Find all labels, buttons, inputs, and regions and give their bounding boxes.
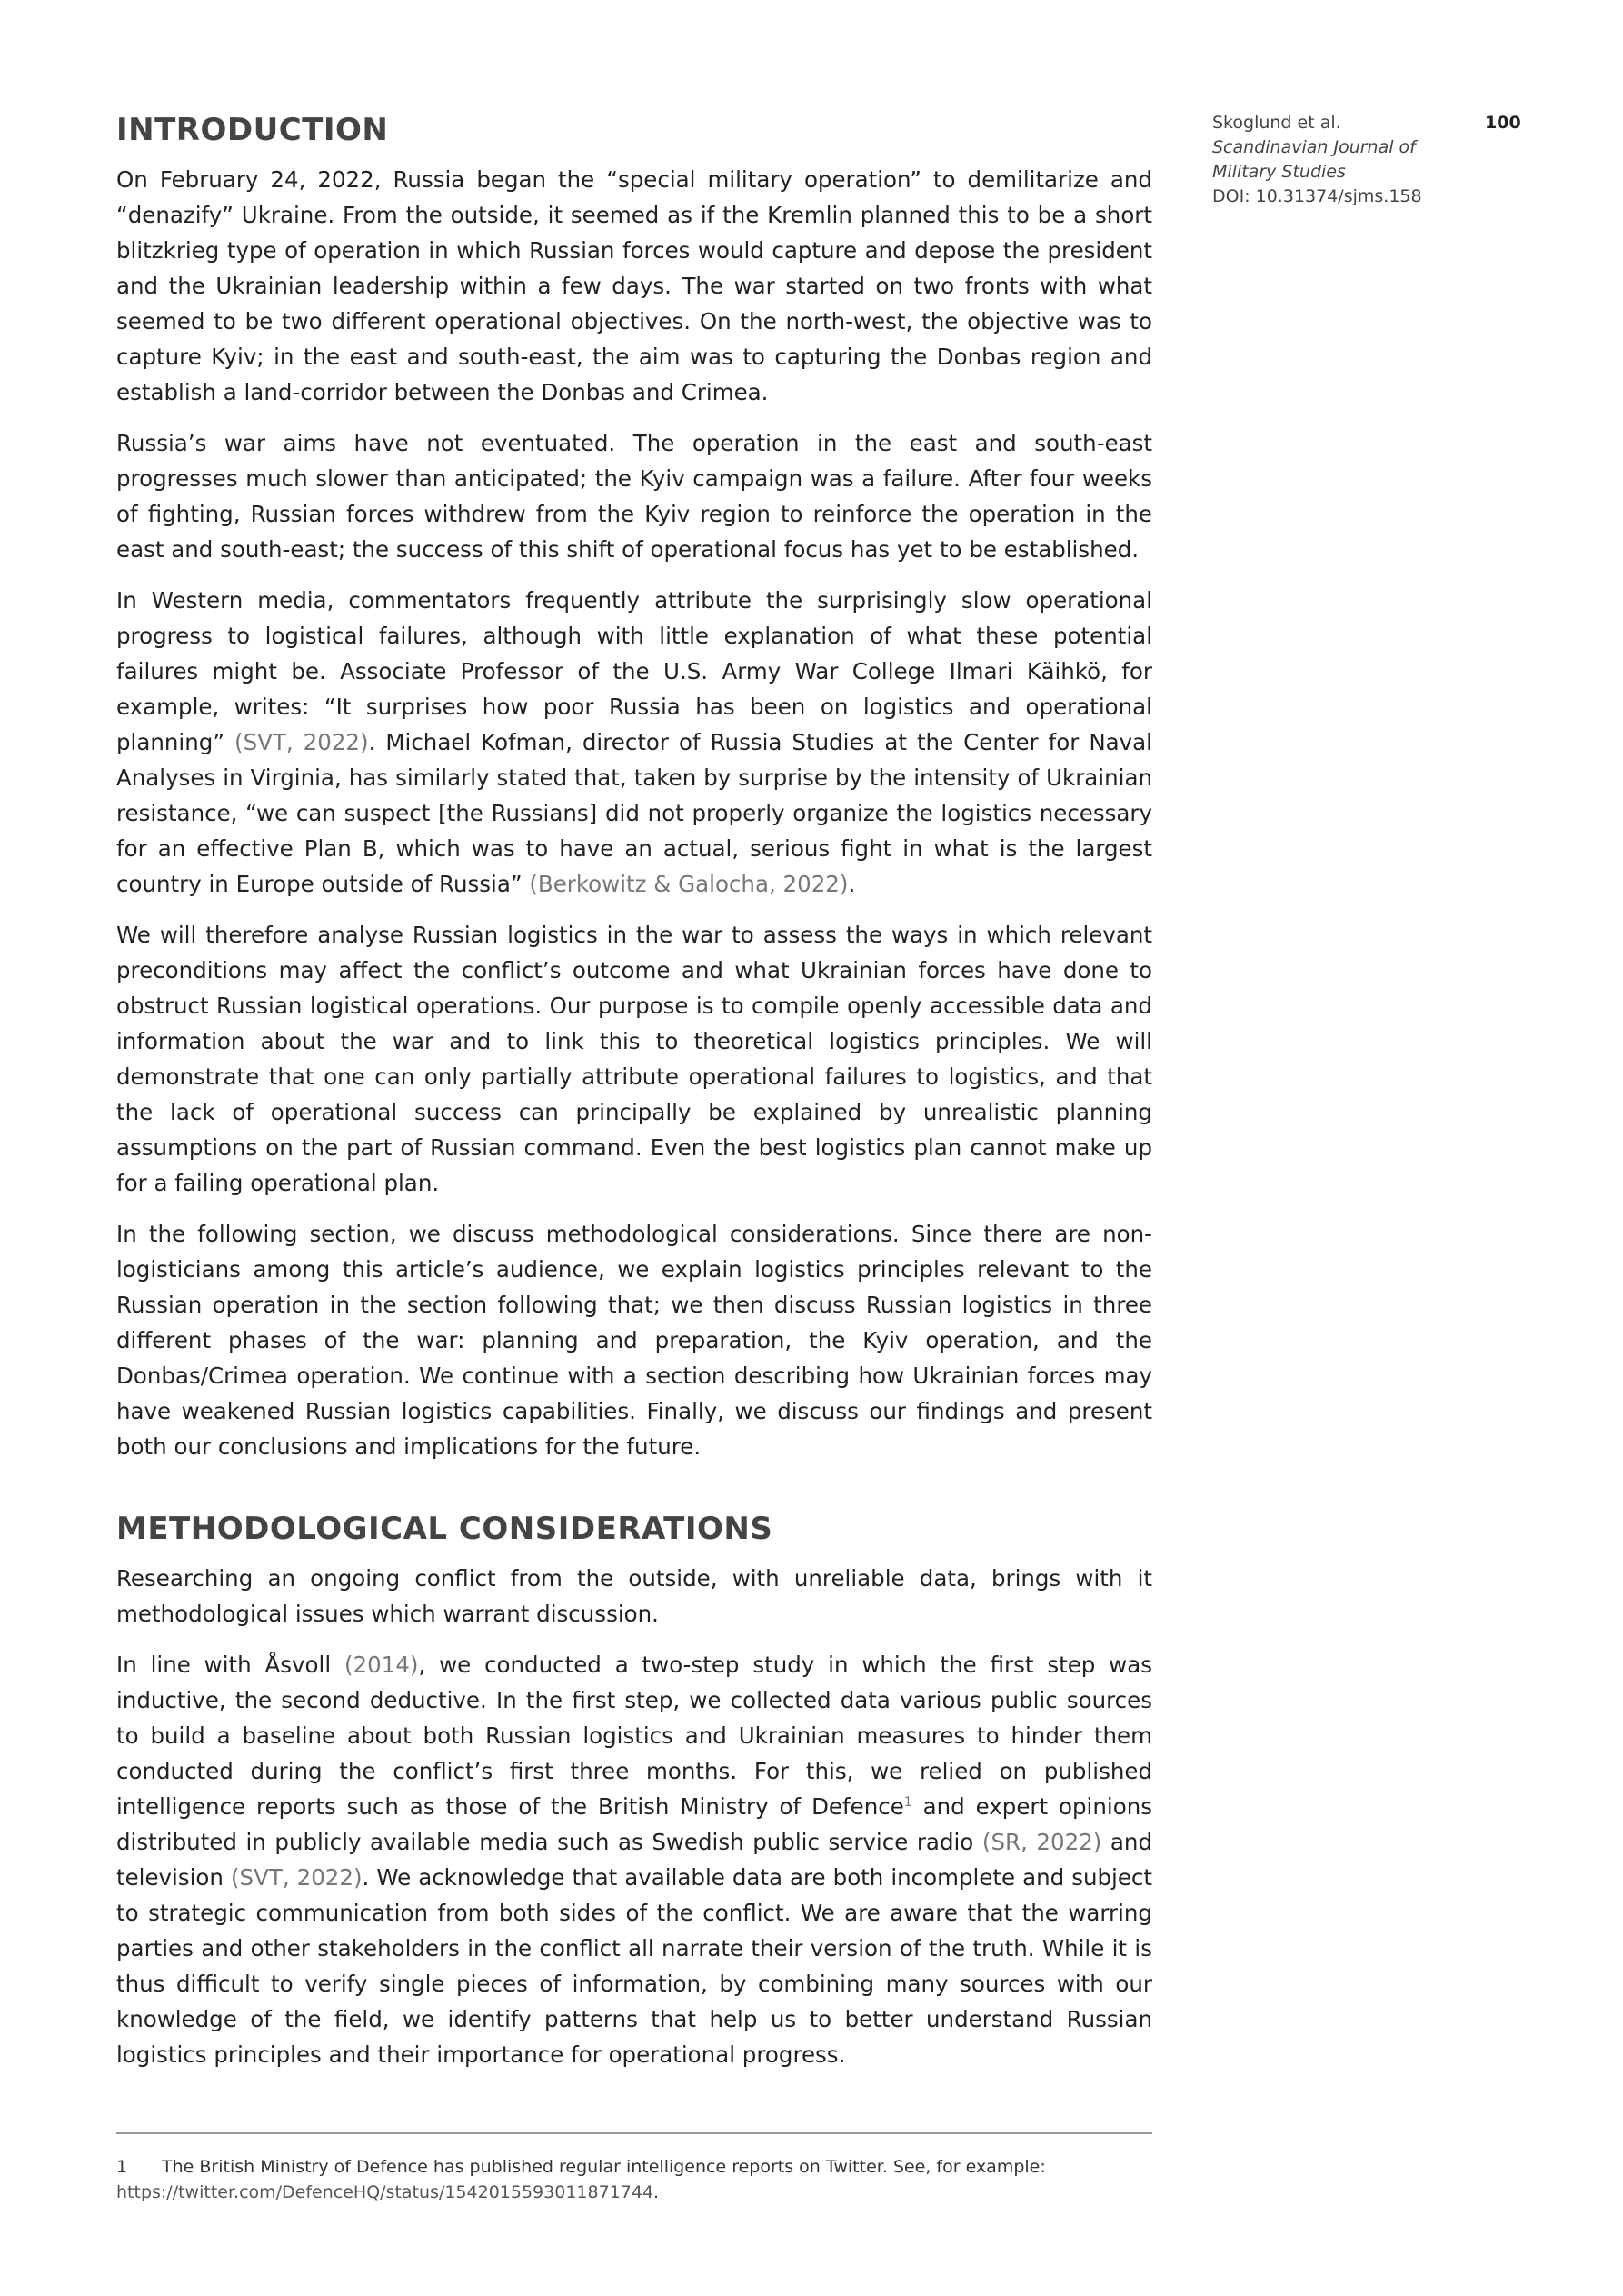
paragraph-text: In Western media, commentators frequently attribute the surprisingly slow operational progress to logistical failures, although with little explanation of what these potential failures might be. Associate Professor of the U.S. Army War College Ilmari Käihkö, for example, writes: “It surprises how poor Russia has been on logistics and operational planning”	[116, 587, 1152, 755]
section-heading-methodological: METHODOLOGICAL CONSIDERATIONS	[116, 1511, 773, 1547]
section-heading-introduction: INTRODUCTION	[116, 112, 389, 148]
paragraph: On February 24, 2022, Russia began the “special military operation” to demilitarize and “denazify” Ukraine. From the outside, it seemed as if the Kremlin planned this to be a short blitzkrieg type of operation in which Russian forces would capture and depose the president and the Ukrainian leadership within a few days. The war started on two fronts with what seemed to be two different operational objectives. On the north-west, the objective was to capture Kyiv; in the east and south-east, the aim was to capturing the Donbas region and establish a land-corridor between the Donbas and Crimea.	[116, 166, 1152, 405]
citation-link[interactable]: (2014)	[344, 1652, 419, 1678]
page-number: 100	[1485, 113, 1521, 133]
article-body	[116, 107, 1152, 2088]
footnote-end: .	[653, 2182, 660, 2202]
footnote-number: 1	[116, 2157, 128, 2177]
doi-line: DOI: 10.31374/sjms.158	[1212, 186, 1422, 206]
paragraph: We will therefore analyse Russian logistics in the war to assess the ways in which relevant preconditions may affect the conflict’s outcome and what Ukrainian forces have done to obstruct Russian logistical operations. Our purpose is to compile openly accessible data and information about the war and to link this to theoretical logistics principles. We will demonstrate that one can only partially attribute operational failures to logistics, and that the lack of operational success can principally be explained by unrealistic planning assumptions on the part of Russian command. Even the best logistics plan cannot make up for a failing operational plan.	[116, 922, 1152, 1196]
paragraph-text: , we conducted a two-step study in which the first step was inductive, the second deductive. In the first step, we collected data various public sources to build a baseline about both Russian logistics and Ukrainian measures to hinder them conducted during the conflict’s first three months. For this, we relied on published intelligence reports such as those of the British Ministry of Defence	[116, 1652, 1152, 1820]
paragraph	[116, 1647, 1152, 2072]
author-line: Skoglund et al.	[1212, 113, 1341, 133]
paragraph-text: . Michael Kofman, director of Russia Studies at the Center for Naval Analyses in Virginia, has similarly stated that, taken by surprise by the intensity of Ukrainian resistance, “we can suspect [the Russians] did not properly organize the logistics necessary for an effective Plan B, which was to have an actual, serious fight in what is the largest country in Europe outside of Russia”	[116, 729, 1152, 897]
paragraph-text: .	[848, 871, 856, 897]
paragraph-text: and expert opinions distributed in publicly available media such as Swedish public service radio	[116, 1793, 1152, 1855]
running-header	[1212, 111, 1521, 209]
footnote-divider	[116, 2132, 1152, 2134]
citation-link[interactable]: (SVT, 2022)	[230, 1864, 363, 1891]
footnote-marker[interactable]: 1	[903, 1794, 912, 1810]
citation-link[interactable]: (Berkowitz & Galocha, 2022)	[529, 871, 849, 897]
paragraph-text: In line with Åsvoll	[116, 1652, 332, 1678]
citation-link[interactable]: (SR, 2022)	[981, 1829, 1102, 1855]
footnote	[116, 2154, 1152, 2205]
footnote-text: The British Ministry of Defence has published regular intelligence reports on Twitter. See, for example:	[162, 2157, 1046, 2177]
paragraph	[116, 583, 1152, 902]
paragraph-text: and television	[116, 1829, 1153, 1891]
paragraph: In the following section, we discuss methodological considerations. Since there are non-logisticians among this article’s audience, we explain logistics principles relevant to the Russian operation in the section following that; we then discuss Russian logistics in three different phases of the war: planning and preparation, the Kyiv operation, and the Donbas/Crimea operation. We continue with a section describing how Ukrainian forces may have weakened Russian logistics capabilities. Finally, we discuss our findings and present both our conclusions and implications for the future.	[116, 1221, 1152, 1460]
journal-name: Scandinavian Journal of Military Studies	[1212, 137, 1416, 182]
paragraph-text: . We acknowledge that available data are both incomplete and subject to strategic communication from both sides of the conflict. We are aware that the warring parties and other stakeholders in the conflict all narrate their version of the truth. While it is thus difficult to verify single pieces of information, by combining many sources with our knowledge of the field, we identify patterns that help us to better understand Russian logistics principles and their importance for operational progress.	[116, 1864, 1152, 2068]
citation-link[interactable]: (SVT, 2022)	[234, 729, 369, 755]
footnote-url[interactable]: https://twitter.com/DefenceHQ/status/1542015593011871744	[116, 2182, 654, 2202]
paragraph: Researching an ongoing conflict from the outside, with unreliable data, brings with it methodological issues which warrant discussion.	[116, 1565, 1152, 1627]
paragraph: Russia’s war aims have not eventuated. The operation in the east and south-east progresses much slower than anticipated; the Kyiv campaign was a failure. After four weeks of fighting, Russian forces withdrew from the Kyiv region to reinforce the operation in the east and south-east; the success of this shift of operational focus has yet to be established.	[116, 430, 1152, 563]
